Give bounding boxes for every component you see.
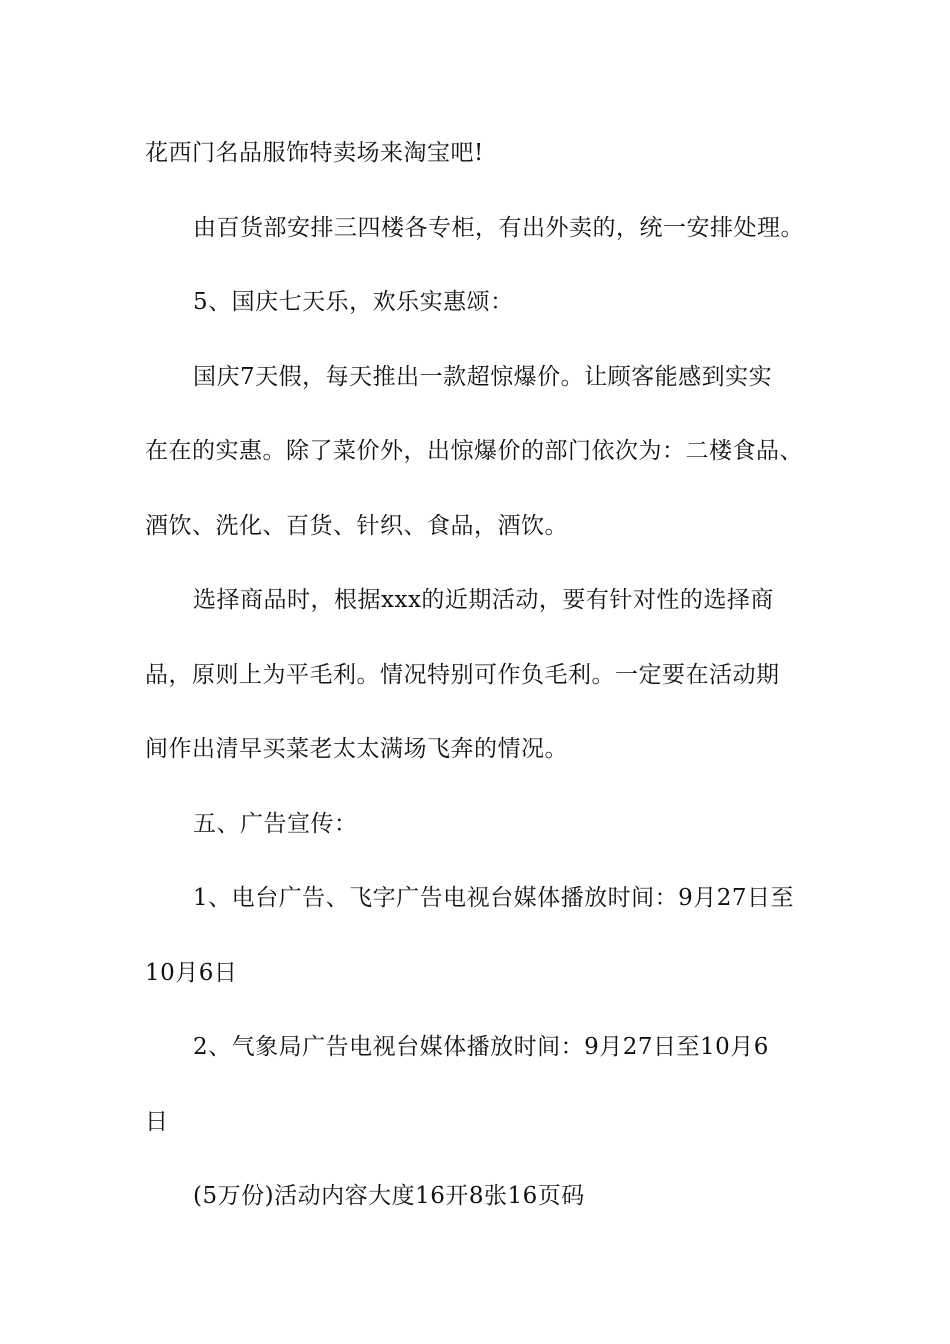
text-line: 10月6日 (145, 960, 238, 986)
text-line: 在在的实惠。除了菜价外，出惊爆价的部门依次为：二楼食品、 (145, 438, 803, 464)
text-line: 国庆7天假，每天推出一款超惊爆价。让顾客能感到实实 (193, 364, 773, 390)
text-line: 5、国庆七天乐，欢乐实惠颂： (193, 289, 514, 315)
text-line: 日 (145, 1109, 169, 1135)
text-line: 酒饮、洗化、百货、针织、食品，酒饮。 (145, 513, 568, 539)
text-line: 1、电台广告、飞字广告电视台媒体播放时间：9月27日至 (193, 885, 795, 911)
text-line: 品，原则上为平毛利。情况特别可作负毛利。一定要在活动期 (145, 662, 780, 688)
text-line: 间作出清早买菜老太太满场飞奔的情况。 (145, 736, 568, 762)
text-line: 2、气象局广告电视台媒体播放时间：9月27日至10月6 (193, 1034, 769, 1060)
text-line: 由百货部安排三四楼各专柜，有出外卖的，统一安排处理。 (193, 215, 804, 241)
text-line: (5万份)活动内容大度16开8张16页码 (193, 1183, 585, 1209)
text-line: 花西门名品服饰特卖场来淘宝吧! (145, 140, 484, 166)
text-line: 选择商品时，根据xxx的近期活动，要有针对性的选择商 (193, 587, 774, 613)
section-heading: 五、广告宣传： (193, 811, 358, 837)
